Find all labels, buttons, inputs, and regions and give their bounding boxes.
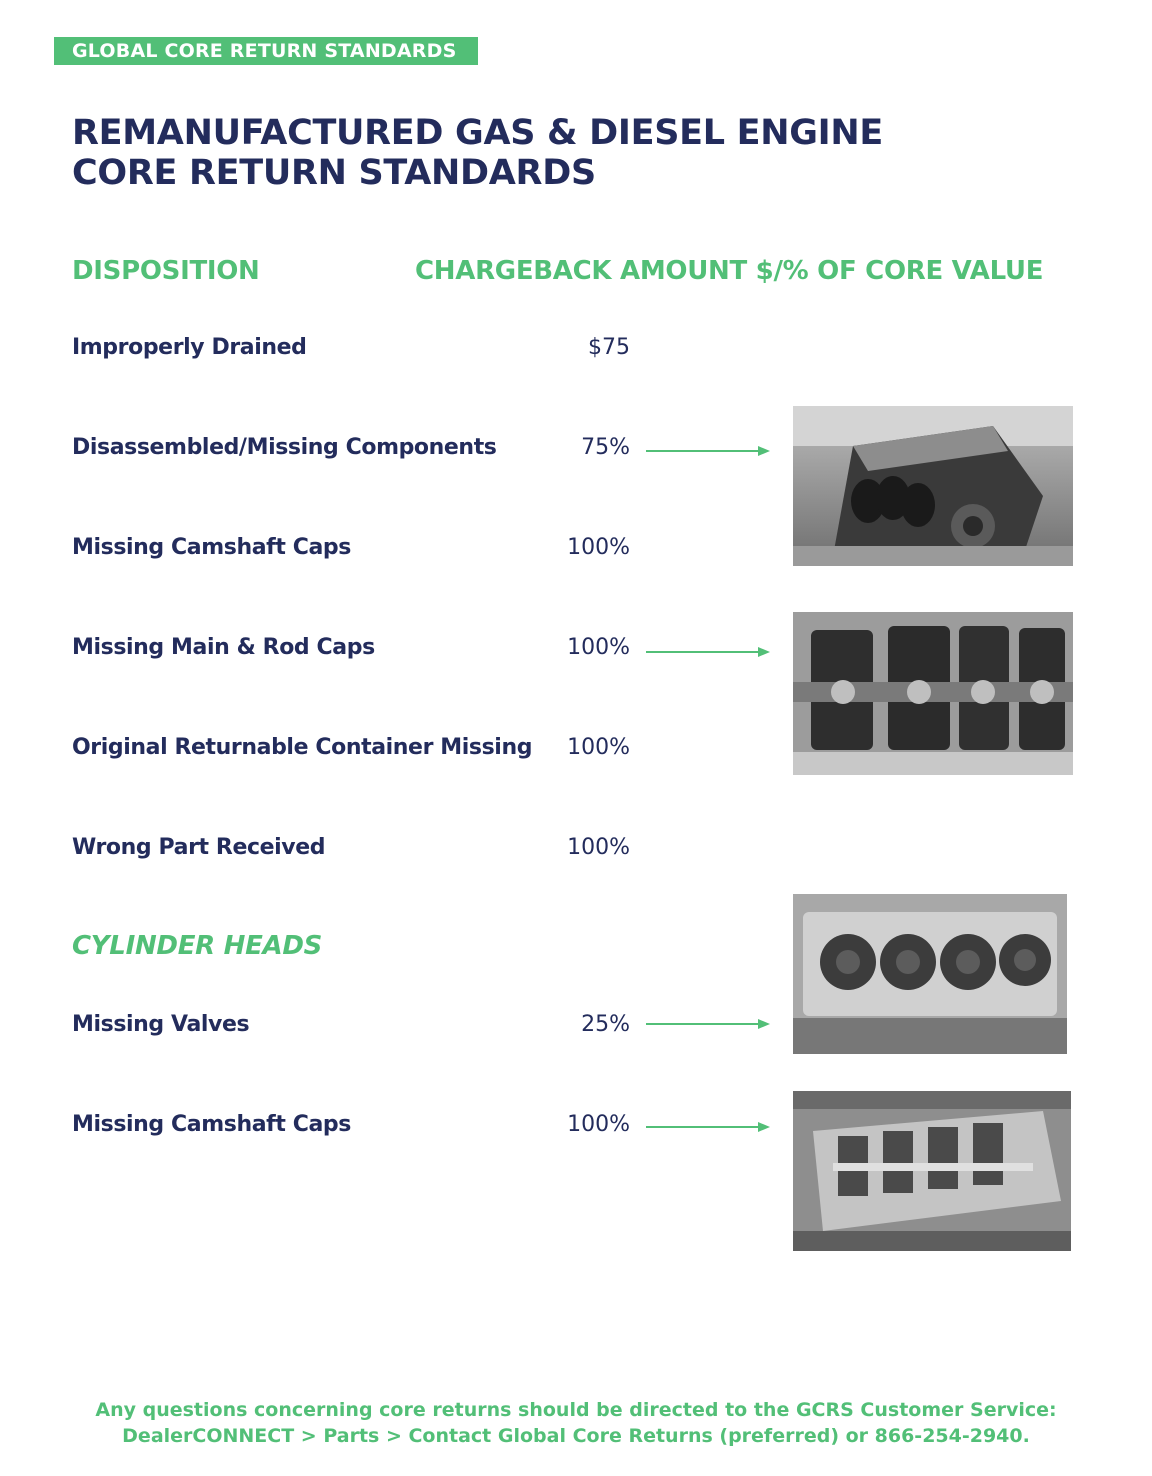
footer-contact (0, 1397, 1152, 1449)
row-label-missing-main-rod-caps: Missing Main & Rod Caps (72, 635, 375, 660)
chargeback-header: CHARGEBACK AMOUNT $/% OF CORE VALUE (415, 256, 1044, 286)
cylinder-head-top-photo (793, 1091, 1071, 1251)
row-value-container-missing: 100% (567, 735, 630, 760)
arrow-icon (646, 1018, 770, 1030)
row-value-missing-camshaft-caps: 100% (567, 535, 630, 560)
arrow-icon (646, 445, 770, 457)
row-value-missing-valves: 25% (581, 1012, 630, 1037)
row-label-disassembled: Disassembled/Missing Components (72, 435, 497, 460)
footer-line-2: DealerCONNECT > Parts > Contact Global Core Returns (preferred) or 866-254-2940. (122, 1425, 1030, 1447)
row-label-wrong-part: Wrong Part Received (72, 835, 326, 860)
header-banner: GLOBAL CORE RETURN STANDARDS (54, 37, 478, 65)
row-label-container-missing: Original Returnable Container Missing (72, 735, 533, 760)
row-value-disassembled: 75% (581, 435, 630, 460)
row-label-missing-camshaft-caps: Missing Camshaft Caps (72, 535, 351, 560)
row-label-head-camshaft-caps: Missing Camshaft Caps (72, 1112, 351, 1137)
disposition-header: DISPOSITION (72, 256, 260, 286)
arrow-icon (646, 1121, 770, 1133)
crankcase-photo (793, 612, 1073, 775)
page-title (72, 113, 883, 193)
engine-block-photo (793, 406, 1073, 566)
row-value-improperly-drained: $75 (588, 335, 630, 360)
row-label-improperly-drained: Improperly Drained (72, 335, 307, 360)
page-title-line-2: CORE RETURN STANDARDS (72, 153, 596, 193)
row-value-head-camshaft-caps: 100% (567, 1112, 630, 1137)
footer-line-1: Any questions concerning core returns should be directed to the GCRS Customer Service: (95, 1399, 1057, 1421)
row-value-wrong-part: 100% (567, 835, 630, 860)
cylinder-heads-section-title: CYLINDER HEADS (72, 931, 323, 961)
row-label-missing-valves: Missing Valves (72, 1012, 250, 1037)
arrow-icon (646, 646, 770, 658)
page-title-line-1: REMANUFACTURED GAS & DIESEL ENGINE (72, 113, 884, 153)
cylinder-head-photo (793, 894, 1067, 1054)
row-value-missing-main-rod-caps: 100% (567, 635, 630, 660)
